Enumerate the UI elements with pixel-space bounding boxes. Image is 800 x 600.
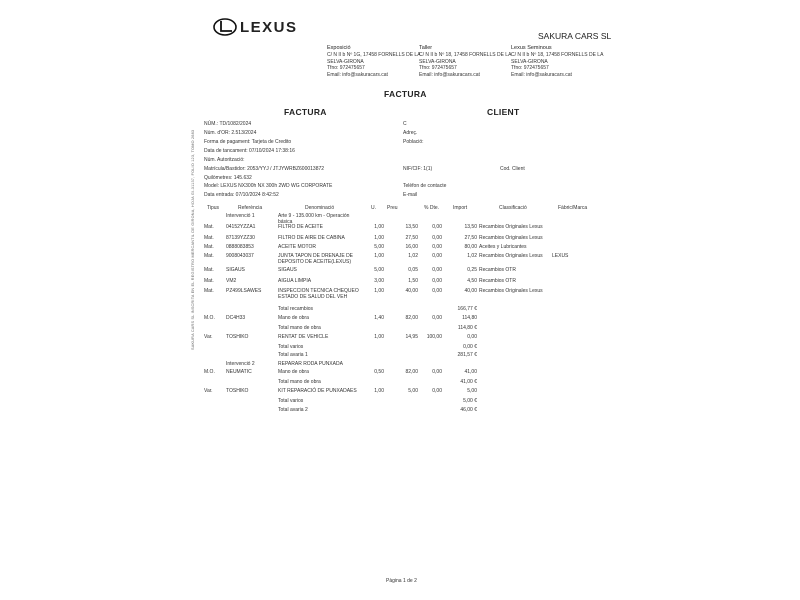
cell-denominacio: INSPECCION TECNICA CHEQUEO ESTADO DE SALUD DEL VEH	[278, 288, 359, 300]
cell-referencia: TOSHIKO	[226, 388, 249, 394]
cell-tipus: Mat.	[204, 235, 214, 241]
address-line: Email: info@sakuracars.cat	[327, 72, 388, 79]
section-title-client: CLIENT	[487, 107, 520, 117]
cell-dte: 0,00	[432, 278, 442, 284]
address-line: SELVA-GIRONA	[419, 58, 456, 65]
col-header-marca: Fàbric/Marca	[558, 205, 588, 211]
cell-classificacio: Recambios Originales Lexus	[479, 253, 543, 259]
cell-import: 5,00 €	[463, 398, 477, 404]
cell-import: 41,00 €	[460, 379, 477, 385]
cell-denominacio: Total varios	[278, 398, 304, 404]
order-number: Núm. d'OR: 2.513/2024	[204, 130, 257, 136]
payment-method: Forma de pagament: Tarjeta de Credito	[204, 139, 292, 145]
cell-import: 80,00	[464, 244, 477, 250]
client-code: Cod. Client	[500, 166, 525, 172]
cell-import: 0,25	[467, 267, 477, 273]
cell-dte: 0,00	[432, 235, 442, 241]
cell-tipus: M.O.	[204, 369, 215, 375]
cell-dte: 0,00	[432, 267, 442, 273]
address-line: Email: info@sakuracars.cat	[419, 72, 480, 79]
lexus-logo	[213, 16, 313, 38]
address-title: Taller	[419, 45, 433, 51]
cell-unitats: 1,00	[374, 388, 384, 394]
cell-classificacio: Recambios OTR	[479, 278, 516, 284]
cell-preu: 0,05	[408, 267, 418, 273]
cell-import: 40,00	[464, 288, 477, 294]
cell-preu: 14,95	[405, 334, 418, 340]
cell-import: 13,50	[464, 224, 477, 230]
address-line: SELVA-GIRONA	[327, 58, 364, 65]
cell-tipus: Mat.	[204, 253, 214, 259]
cell-tipus: Mat.	[204, 278, 214, 284]
cell-preu: 1,02	[408, 253, 418, 259]
cell-preu: 5,00	[408, 388, 418, 394]
cell-denominacio: Total avaria 1	[278, 352, 308, 358]
cell-dte: 0,00	[432, 244, 442, 250]
cell-import: 1,02	[467, 253, 477, 259]
col-header-import: Import	[453, 205, 468, 211]
cell-denominacio: REPARAR RODA PUNXADA	[278, 361, 343, 367]
vehicle-model: Model: LEXUS NX300h NX 300h 2WD WG CORPORATE	[204, 183, 333, 189]
cell-denominacio: Total recambios	[278, 306, 314, 312]
client-nif: NIF/CIF: 1(1)	[403, 166, 433, 172]
cell-denominacio: SIGAUS	[278, 267, 297, 273]
cell-preu: 82,00	[405, 369, 418, 375]
cell-preu: 16,00	[405, 244, 418, 250]
cell-preu: 82,00	[405, 315, 418, 321]
cell-dte: 0,00	[432, 369, 442, 375]
cell-denominacio: Total mano de obra	[278, 325, 321, 331]
cell-unitats: 1,40	[374, 315, 384, 321]
invoice-number: NÚM.: TD/1082/2024	[204, 121, 252, 127]
cell-denominacio: AIGUA LIMPIA	[278, 278, 312, 284]
client-email: E-mail	[403, 192, 418, 198]
cell-tipus: Mat.	[204, 224, 214, 230]
cell-referencia: DC4H33	[226, 315, 246, 321]
cell-import: 27,50	[464, 235, 477, 241]
cell-denominacio: Total avaria 2	[278, 407, 308, 413]
client-c: C	[403, 121, 407, 127]
document-title: FACTURA	[384, 89, 427, 99]
cell-denominacio: JUNTA TAPON DE DRENAJE DE DEPOSITO DE ACEITE(LEXUS)	[278, 253, 354, 265]
cell-marca: LEXUS	[552, 253, 569, 259]
cell-import: 114,80	[462, 315, 477, 321]
cell-referencia: VM2	[226, 278, 237, 284]
cell-import: 46,00 €	[460, 407, 477, 413]
cell-tipus: Mat.	[204, 288, 214, 294]
col-header-u: U.	[371, 205, 376, 211]
cell-unitats: 5,00	[374, 267, 384, 273]
client-phone: Telèfon de contacte	[403, 183, 447, 189]
cell-dte: 0,00	[432, 315, 442, 321]
cell-denominacio: Arte 9 - 135.000 km - Operación básica	[278, 213, 350, 225]
cell-unitats: 1,00	[374, 253, 384, 259]
address-seminous	[511, 45, 603, 79]
address-taller	[419, 45, 511, 79]
cell-tipus: M.O.	[204, 315, 215, 321]
cell-referencia: NEUMATIC	[226, 369, 252, 375]
cell-classificacio: Aceites y Lubricantes	[479, 244, 527, 250]
cell-dte: 0,00	[432, 224, 442, 230]
cell-tipus: Var.	[204, 388, 213, 394]
cell-classificacio: Recambios Originales Lexus	[479, 235, 543, 241]
mileage: Quilòmetres: 145.632	[204, 175, 252, 181]
cell-referencia: 9008043037	[226, 253, 254, 259]
cell-denominacio: RENTAT DE VEHICLE	[278, 334, 329, 340]
company-name: SAKURA CARS SL	[538, 31, 612, 41]
section-title-factura: FACTURA	[284, 107, 327, 117]
cell-referencia: 04152YZZA1	[226, 224, 256, 230]
cell-import: 166,77 €	[457, 306, 477, 312]
cell-denominacio: ACEITE MOTOR	[278, 244, 316, 250]
cell-import: 41,00	[464, 369, 477, 375]
address-line: C/ N II b Nº 18, 17458 FORNELLS DE LA	[419, 51, 512, 58]
address-exposicio	[327, 45, 421, 79]
client-address: Adreç.	[403, 130, 418, 136]
col-header-denominacio: Denominació	[305, 205, 335, 211]
cell-denominacio: Total mano de obra	[278, 379, 321, 385]
cell-import: 281,57 €	[457, 352, 477, 358]
col-header-tipus: Tipus	[207, 205, 220, 211]
cell-referencia: 0888083853	[226, 244, 254, 250]
cell-import: 114,80 €	[457, 325, 477, 331]
cell-dte: 0,00	[432, 388, 442, 394]
address-line: Email: info@sakuracars.cat	[511, 72, 572, 79]
cell-preu: 40,00	[405, 288, 418, 294]
cell-preu: 13,50	[405, 224, 418, 230]
entry-date: Data entrada: 07/10/2024 8:42:52	[204, 192, 279, 198]
plate-vin: Matrícula/Bastidor: 2053/YYJ / JTJYWRBZ600013872	[204, 166, 325, 172]
cell-unitats: 1,00	[374, 288, 384, 294]
address-line: Tfno: 972475657	[511, 65, 549, 72]
cell-tipus: Mat.	[204, 267, 214, 273]
cell-denominacio: Mano de obra	[278, 315, 309, 321]
cell-preu: 27,50	[405, 235, 418, 241]
cell-unitats: 1,00	[374, 334, 384, 340]
cell-preu: 1,50	[408, 278, 418, 284]
authorization-number: Núm. Autorització:	[204, 157, 245, 163]
cell-classificacio: Recambios Originales Lexus	[479, 288, 543, 294]
page-indicator: Pàgina 1 de 2	[386, 578, 417, 584]
cell-classificacio: Recambios Originales Lexus	[479, 224, 543, 230]
address-title: Exposició	[327, 45, 351, 51]
cell-unitats: 5,00	[374, 244, 384, 250]
col-header-classificacio: Classificació	[499, 205, 527, 211]
cell-referencia: 87139YZZ30	[226, 235, 255, 241]
col-header-preu: Preu	[387, 205, 398, 211]
address-line: Tfno: 972475657	[419, 65, 457, 72]
closing-date: Data de tancament: 07/10/2024 17:38:16	[204, 148, 295, 154]
cell-denominacio: Mano de obra	[278, 369, 309, 375]
cell-import: 4,50	[467, 278, 477, 284]
address-title: Lexus Seminous	[511, 45, 552, 51]
cell-import: 0,00 €	[463, 344, 477, 350]
cell-unitats: 1,00	[374, 235, 384, 241]
cell-referencia: Intervenció 2	[226, 361, 255, 367]
cell-denominacio: KIT REPARACIÓ DE PUNXADAES	[278, 388, 357, 394]
col-header-referencia: Referència	[238, 205, 263, 211]
cell-tipus: Var.	[204, 334, 213, 340]
cell-dte: 0,00	[432, 288, 442, 294]
address-line: C/ N II b Nº 18, 17458 FORNELLS DE LA	[511, 51, 604, 58]
cell-unitats: 3,00	[374, 278, 384, 284]
col-header-dte: % Dte.	[424, 205, 440, 211]
cell-denominacio: Total varios	[278, 344, 304, 350]
cell-classificacio: Recambios OTR	[479, 267, 516, 273]
address-line: Tfno: 972475657	[327, 65, 365, 72]
address-line: SELVA-GIRONA	[511, 58, 548, 65]
cell-unitats: 0,50	[374, 369, 384, 375]
cell-import: 5,00	[467, 388, 477, 394]
cell-referencia: PZ499LSAWES	[226, 288, 262, 294]
cell-dte: 100,00	[426, 334, 442, 340]
cell-denominacio: FILTRO DE ACEITE	[278, 224, 323, 230]
cell-denominacio: FILTRO DE AIRE DE CABINA	[278, 235, 345, 241]
cell-unitats: 1,00	[374, 224, 384, 230]
cell-import: 0,00	[467, 334, 477, 340]
cell-referencia: Intervenció 1	[226, 213, 255, 219]
logo-wordmark: LEXUS	[240, 19, 298, 36]
client-town: Població:	[403, 139, 424, 145]
registry-side-note: SAKURA CARS SL INSCRITA EN EL REGISTRO MERCANTIL DE GIRONA, HOJA GI-31137, FOLIO 123, TOMO 2683	[191, 129, 195, 350]
cell-referencia: TOSHIKO	[226, 334, 249, 340]
cell-referencia: SIGAUS	[226, 267, 245, 273]
cell-tipus: Mat.	[204, 244, 214, 250]
cell-dte: 0,00	[432, 253, 442, 259]
address-line: C/ N II b Nº 1G, 17458 FORNELLS DE LA	[327, 51, 421, 58]
